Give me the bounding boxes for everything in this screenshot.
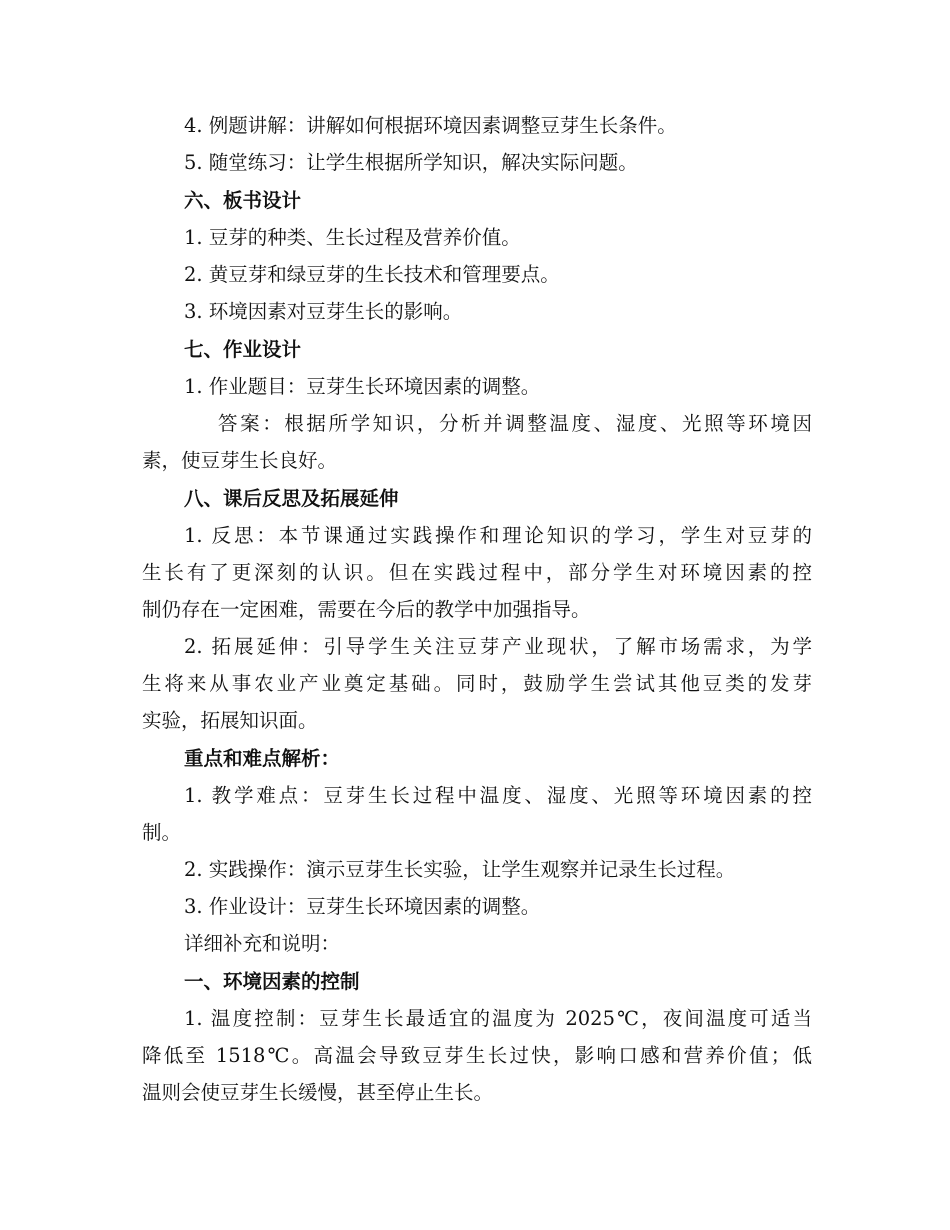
section-heading-env-control: 一、环境因素的控制 bbox=[184, 970, 360, 993]
answer-text-line-2: 素，使豆芽生长良好。 bbox=[142, 449, 338, 472]
homework-design-line: 3. 作业设计：豆芽生长环境因素的调整。 bbox=[184, 895, 541, 918]
temperature-line-2: 降低至 1518℃。高温会导致豆芽生长过快，影响口感和营养价值；低 bbox=[142, 1044, 812, 1067]
supplement-heading: 详细补充和说明： bbox=[184, 932, 341, 955]
extension-line-2: 生将来从事农业产业奠定基础。同时，鼓励学生尝试其他豆类的发芽 bbox=[142, 672, 812, 695]
answer-text-line-1: 答案：根据所学知识，分析并调整温度、湿度、光照等环境因 bbox=[218, 412, 812, 435]
section-heading-6: 六、板书设计 bbox=[184, 189, 302, 212]
temperature-line-3: 温则会使豆芽生长缓慢，甚至停止生长。 bbox=[142, 1081, 494, 1104]
list-item-board-1: 1. 豆芽的种类、生长过程及营养价值。 bbox=[184, 226, 521, 249]
temperature-line-1: 1. 温度控制：豆芽生长最适宜的温度为 2025℃，夜间温度可适当 bbox=[184, 1007, 812, 1030]
reflection-line-2: 生长有了更深刻的认识。但在实践过程中，部分学生对环境因素的控 bbox=[142, 561, 812, 584]
list-item-homework-1: 1. 作业题目：豆芽生长环境因素的调整。 bbox=[184, 375, 541, 398]
extension-line-1: 2. 拓展延伸：引导学生关注豆芽产业现状，了解市场需求，为学 bbox=[184, 635, 812, 658]
list-item-4-example: 4. 例题讲解：讲解如何根据环境因素调整豆芽生长条件。 bbox=[184, 114, 677, 137]
list-item-5-practice: 5. 随堂练习：让学生根据所学知识，解决实际问题。 bbox=[184, 151, 638, 174]
reflection-line-1: 1. 反思：本节课通过实践操作和理论知识的学习，学生对豆芽的 bbox=[184, 524, 812, 547]
practice-line: 2. 实践操作：演示豆芽生长实验，让学生观察并记录生长过程。 bbox=[184, 858, 736, 881]
section-heading-8: 八、课后反思及拓展延伸 bbox=[184, 487, 399, 510]
list-item-board-2: 2. 黄豆芽和绿豆芽的生长技术和管理要点。 bbox=[184, 263, 560, 286]
difficulty-line-2: 制。 bbox=[142, 821, 182, 844]
section-heading-7: 七、作业设计 bbox=[184, 338, 302, 361]
reflection-line-3: 制仍存在一定困难，需要在今后的教学中加强指导。 bbox=[142, 598, 591, 621]
list-item-board-3: 3. 环境因素对豆芽生长的影响。 bbox=[184, 300, 463, 323]
difficulty-line-1: 1. 教学难点：豆芽生长过程中温度、湿度、光照等环境因素的控 bbox=[184, 784, 812, 807]
extension-line-3: 实验，拓展知识面。 bbox=[142, 709, 318, 732]
key-points-heading: 重点和难点解析： bbox=[184, 747, 341, 770]
